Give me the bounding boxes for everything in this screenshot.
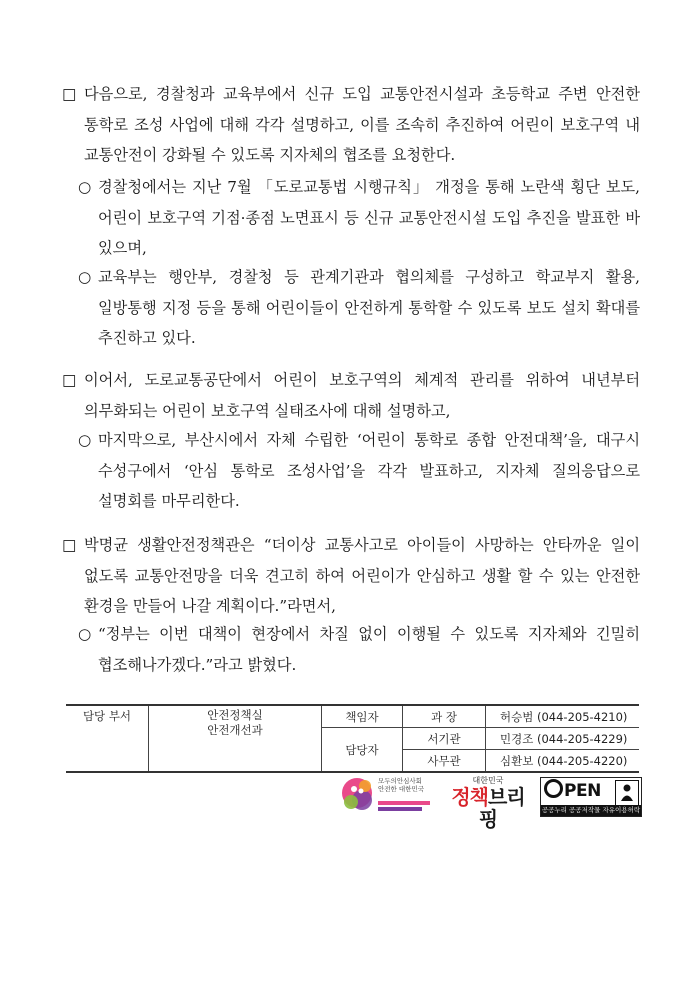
dept-line: 안전정책실 [207,708,263,722]
paragraph-5 [78,425,640,517]
paragraph-text: 교육부는 행안부, 경찰청 등 관계기관과 협의체를 구성하고 학교부지 활용, 일방통행 지정 등을 통해 어린이들이 안전하게 통학할 수 있도록 보도 설치 확대를 추진하고 있다. [98,268,640,347]
paragraph-3 [78,262,640,354]
safety-campaign-logo [340,773,432,819]
paragraph-text: 경찰청에서는 지난 7월 「도로교통법 시행규칙」 개정을 통해 노란색 횡단 보도, 어린이 보호구역 기점·종점 노면표시 등 신규 교통안전시설 도입 추진을 발표한 바 있으며, [98,178,640,257]
paragraph-text: 마지막으로, 부산시에서 자체 수립한 ‘어린이 통학로 종합 안전대책’을, 대구시 수성구에서 ‘안심 통학로 조성사업’을 각각 발표하고, 지자체 질의응답으로 설명회를 마무리한다. [98,431,640,510]
contact-title: 사무관 [403,750,486,773]
paragraph-text: 박명균 생활안전정책관은 “더이상 교통사고로 아이들이 사망하는 안타까운 일이 없도록 교통안전망을 더욱 견고히 하여 어린이가 안심하고 생활 할 수 있는 안전한 환경을 만들어 나갈 계획이다.”라면서, [84,536,640,615]
circle-bullet-icon: ○ [78,625,92,643]
footer-logos [340,773,641,831]
policy-briefing-logo [448,775,528,831]
dept-label: 담당 부서 [66,705,149,772]
circle-bullet-icon: ○ [78,268,92,286]
logo-word: 정책 [451,785,488,809]
open-o-icon [544,779,563,798]
table-row [66,705,639,728]
open-license-logo [540,777,642,817]
license-strip: 공공누리 공공저작물 자유이용허락 [541,806,641,814]
paragraph-4 [62,365,640,426]
contact-person: 허승범 (044-205-4210) [486,705,640,728]
circle-bullet-icon: ○ [78,431,92,449]
contact-table [66,704,639,773]
square-bullet-icon: □ [62,371,77,389]
paragraph-text: “정부는 이번 대책이 현장에서 차질 없이 이행될 수 있도록 지자체와 긴밀히 협조해나가겠다.”라고 밝혔다. [98,625,640,674]
role-staff: 담당자 [322,728,403,773]
open-text: PEN [564,781,601,801]
dept-line: 안전개선과 [207,723,263,737]
paragraph-7 [78,619,640,680]
circle-bullet-icon: ○ [78,178,92,196]
paragraph-text: 이어서, 도로교통공단에서 어린이 보호구역의 체계적 관리를 위하여 내년부터 의무화되는 어린이 보호구역 실태조사에 대해 설명하고, [84,371,640,420]
dept-name [149,705,322,772]
contact-title: 과 장 [403,705,486,728]
square-bullet-icon: □ [62,536,77,554]
person-icon [615,780,639,806]
contact-person: 민경조 (044-205-4229) [486,728,640,750]
logo-word: 브리핑 [478,785,525,831]
role-chief: 책임자 [322,705,403,728]
logo-caption: 대한민국 [472,776,504,785]
contact-title: 서기관 [403,728,486,750]
paragraph-text: 다음으로, 경찰청과 교육부에서 신규 도입 교통안전시설과 초등학교 주변 안전한 통학로 조성 사업에 대해 각각 설명하고, 이를 조속히 추진하여 어린이 보호구역 내 교통안전이 강화될 수 있도록 지자체의 협조를 요청한다. [84,85,640,164]
contact-person: 심환보 (044-205-4220) [486,750,640,773]
logo-text: 안전한 대한민국 [378,785,425,793]
square-bullet-icon: □ [62,85,77,103]
paragraph-2 [78,172,640,264]
logo-text: 모두의안심사회 [378,777,422,785]
paragraph-6 [62,530,640,622]
paragraph-1 [62,79,640,171]
